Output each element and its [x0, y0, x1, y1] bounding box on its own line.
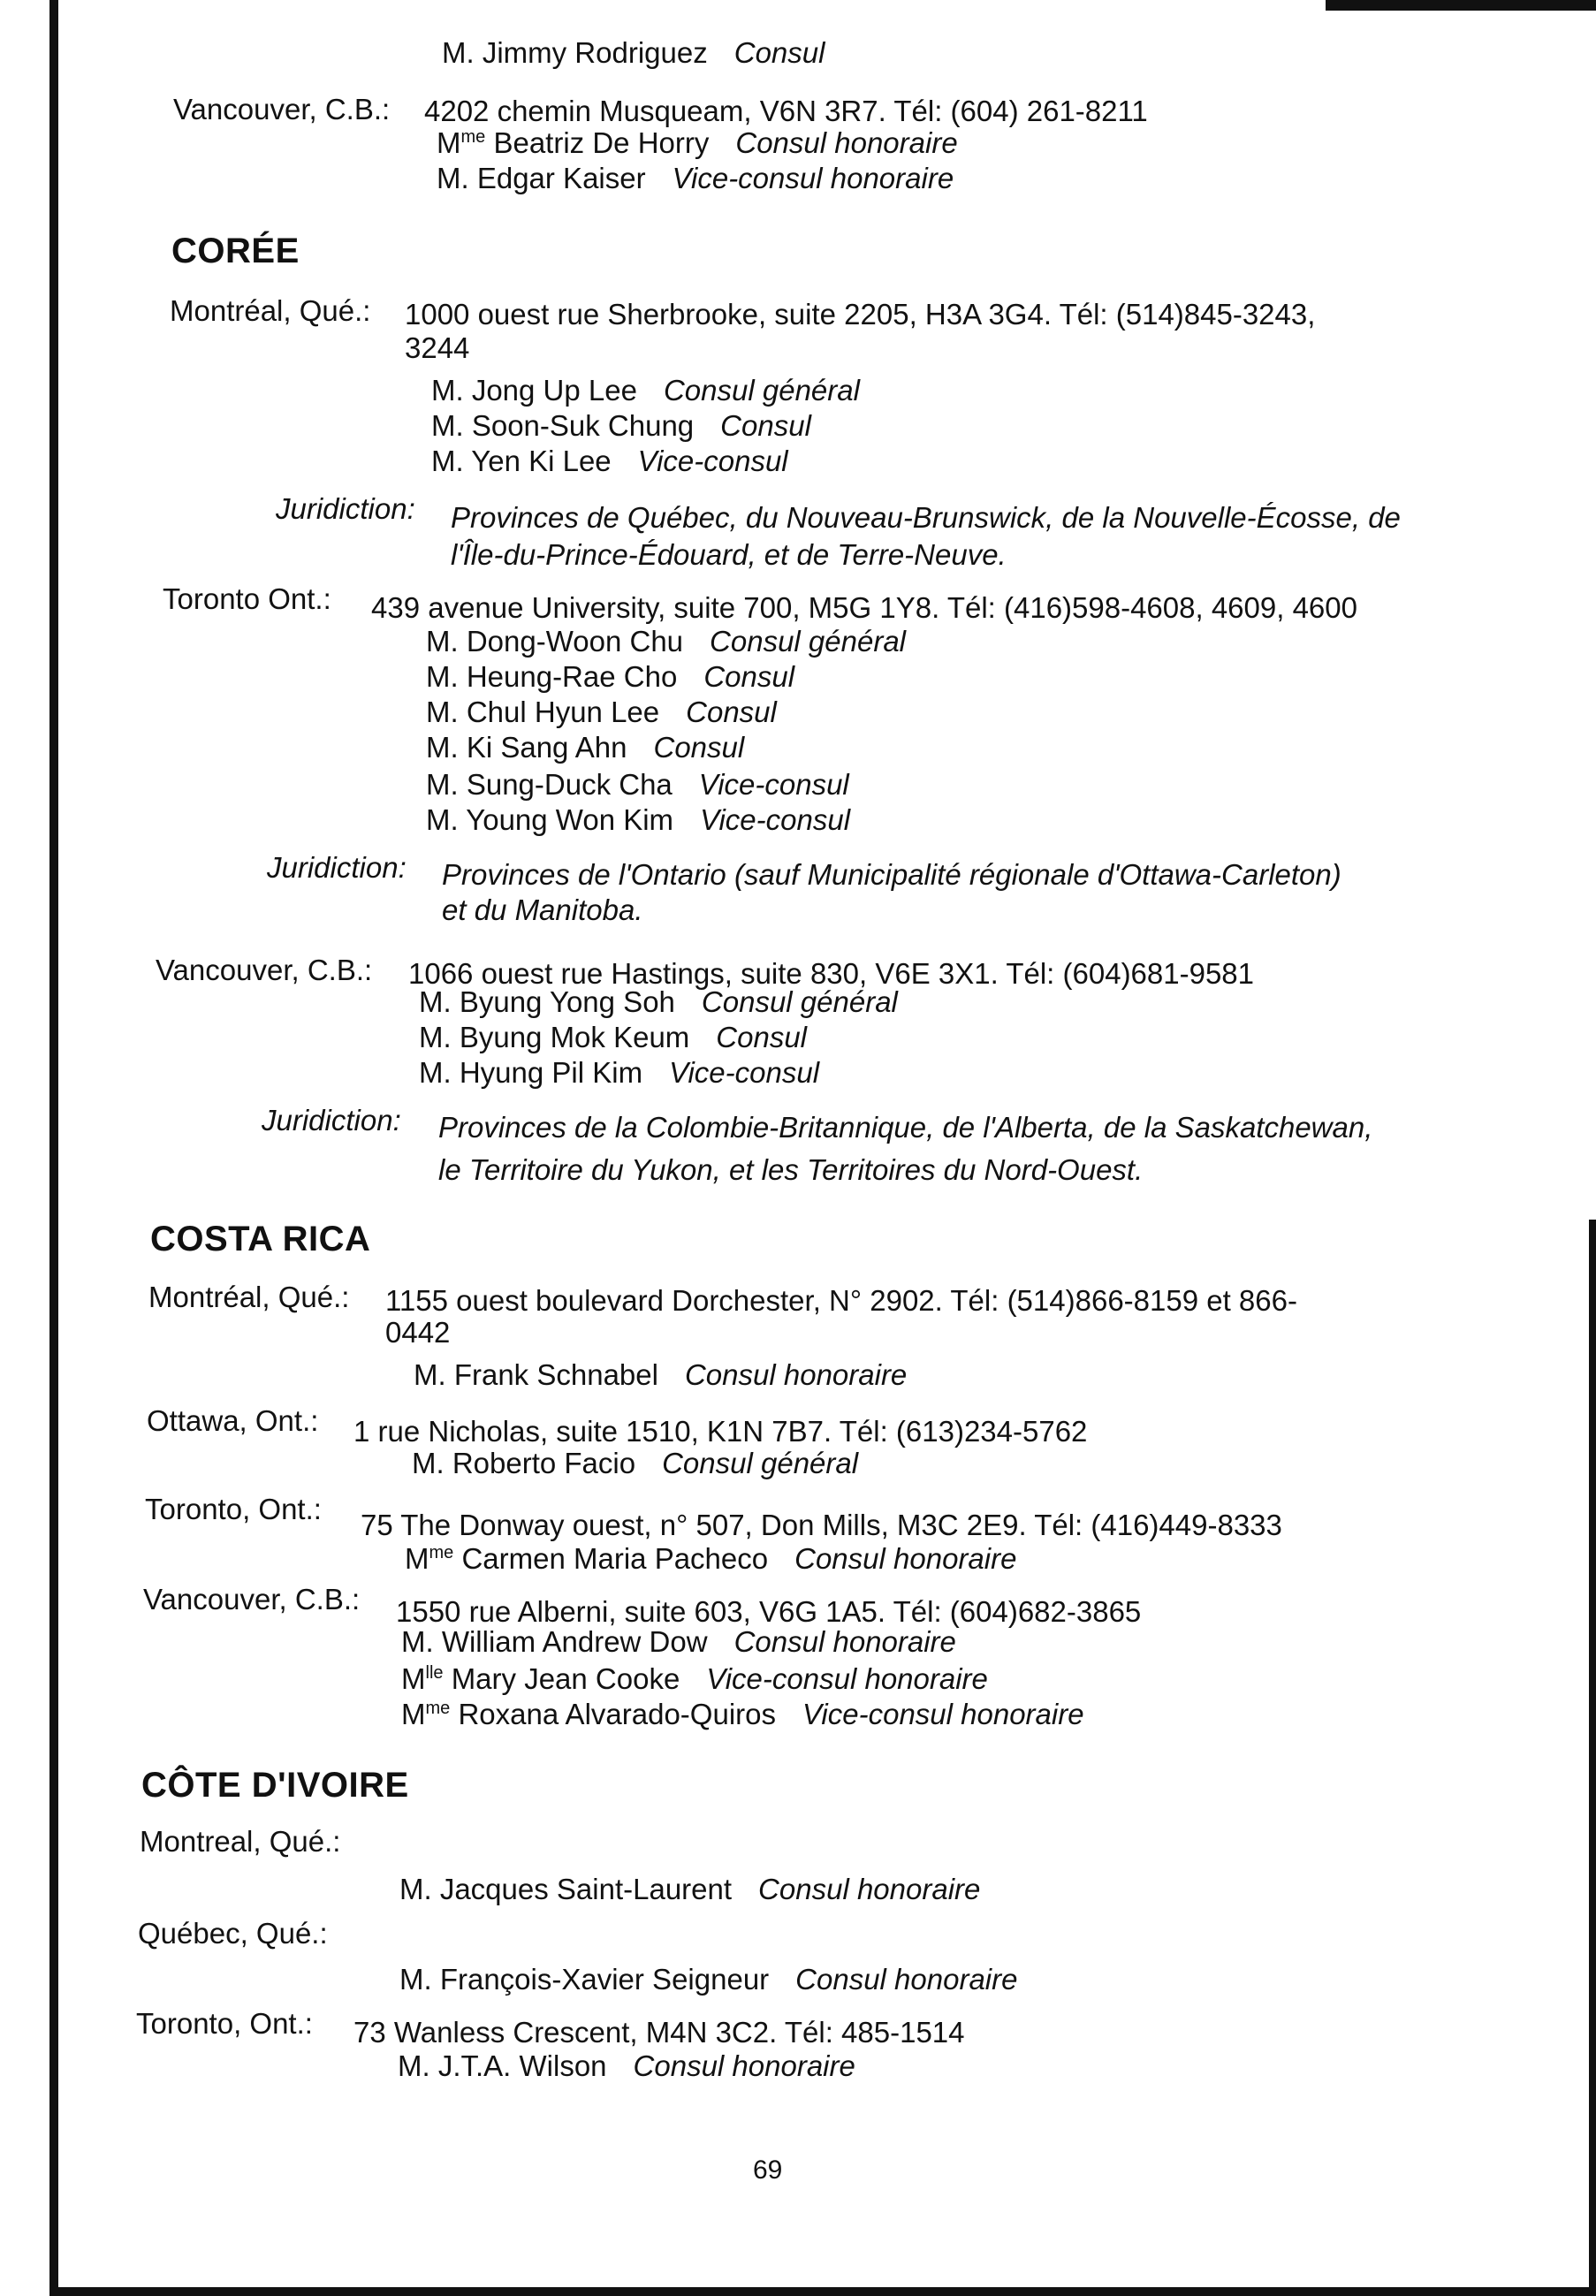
official-title: Consul général: [710, 625, 907, 658]
jurisdiction-label: Juridiction:: [267, 851, 407, 884]
official-title: Vice-consul: [700, 803, 851, 836]
office-address-line1: 1155 ouest boulevard Dorchester, N° 2902. Tél: (514)866-8159 et 866-: [385, 1284, 1297, 1317]
office-city: Toronto Ont.:: [163, 582, 331, 615]
official-name: Beatriz De Horry: [493, 126, 710, 159]
jurisdiction-line1: Provinces de Québec, du Nouveau-Brunswick, de la Nouvelle-Écosse, de: [451, 501, 1401, 534]
official-prefix-sup: me: [425, 1699, 451, 1718]
jurisdiction-label: Juridiction:: [276, 492, 415, 525]
official-title: Consul honoraire: [794, 1542, 1017, 1575]
scan-bottom-edge: [49, 2287, 1596, 2296]
official-prefix: M: [401, 1662, 426, 1695]
official-name: M. Byung Mok Keum: [419, 1021, 690, 1053]
scan-right-edge: [1589, 1220, 1596, 2296]
jurisdiction-line2: le Territoire du Yukon, et les Territoires du Nord-Ouest.: [438, 1153, 1144, 1186]
official-name: M. Jimmy Rodriguez: [442, 36, 708, 69]
office-address: 439 avenue University, suite 700, M5G 1Y8. Tél: (416)598-4608, 4609, 4600: [371, 591, 1357, 624]
official-line: [431, 408, 811, 444]
office-address-line2: 3244: [405, 331, 470, 364]
jurisdiction-line1: Provinces de l'Ontario (sauf Municipalité régionale d'Ottawa-Carleton): [442, 858, 1341, 891]
official-line: [426, 624, 906, 659]
official-title: Consul général: [662, 1447, 859, 1479]
office-address: 73 Wanless Crescent, M4N 3C2. Tél: 485-1514: [353, 2016, 965, 2049]
official-name: M. Roberto Facio: [412, 1447, 636, 1479]
official-prefix-sup: me: [429, 1543, 454, 1562]
official-title: Vice-consul: [637, 445, 788, 477]
official-name: M. Sung-Duck Cha: [426, 768, 673, 801]
official-prefix: M: [401, 1698, 426, 1730]
official-line: [405, 1541, 1016, 1577]
official-name: M. Soon-Suk Chung: [431, 409, 695, 442]
country-heading: COSTA RICA: [150, 1220, 371, 1258]
official-name: M. Hyung Pil Kim: [419, 1056, 643, 1089]
official-line: [399, 1872, 980, 1907]
official-line: [419, 1020, 807, 1055]
official-line: [426, 730, 744, 765]
office-city: Vancouver, C.B.:: [143, 1583, 361, 1616]
official-name: M. Yen Ki Lee: [431, 445, 612, 477]
official-line: [426, 767, 849, 802]
office-city: Québec, Qué.:: [138, 1917, 328, 1950]
official-line: [426, 695, 777, 730]
official-line: [398, 2049, 855, 2084]
official-title: Vice-consul: [698, 768, 849, 801]
official-title: Consul: [686, 696, 777, 728]
office-address: 1 rue Nicholas, suite 1510, K1N 7B7. Tél: (613)234-5762: [353, 1415, 1088, 1448]
official-prefix-sup: lle: [425, 1663, 444, 1683]
official-name: M. Heung-Rae Cho: [426, 660, 678, 693]
office-city: Toronto, Ont.:: [136, 2007, 313, 2040]
official-title: Vice-consul: [669, 1056, 820, 1089]
official-line: [419, 1055, 819, 1091]
official-name: M. Chul Hyun Lee: [426, 696, 660, 728]
official-line: [401, 1624, 956, 1660]
official-line: [431, 373, 860, 408]
jurisdiction-line2: l'Île-du-Prince-Édouard, et de Terre-Neuve.: [451, 538, 1007, 571]
official-title: Vice-consul honoraire: [706, 1662, 988, 1695]
official-name: M. Frank Schnabel: [414, 1358, 658, 1391]
scan-left-margin: [0, 0, 49, 2296]
jurisdiction-line1: Provinces de la Colombie-Britannique, de l'Alberta, de la Saskatchewan,: [438, 1111, 1373, 1144]
official-title: Consul: [653, 731, 745, 764]
official-title: Consul honoraire: [735, 126, 958, 159]
official-name: Roxana Alvarado-Quiros: [458, 1698, 776, 1730]
office-address-line1: 1000 ouest rue Sherbrooke, suite 2205, H3A 3G4. Tél: (514)845-3243,: [405, 298, 1316, 331]
official-title: Consul honoraire: [795, 1963, 1018, 1996]
official-title: Consul: [703, 660, 795, 693]
official-line: [437, 161, 954, 196]
official-prefix: M: [405, 1542, 429, 1575]
official-line: [431, 444, 788, 479]
jurisdiction-label: Juridiction:: [262, 1104, 401, 1137]
office-city: Montréal, Qué.:: [148, 1281, 350, 1313]
official-line: [426, 802, 850, 838]
official-line: [412, 1446, 858, 1481]
official-line: [414, 1357, 907, 1393]
official-line: [426, 659, 794, 695]
jurisdiction-line2: et du Manitoba.: [442, 893, 643, 926]
official-title: Consul: [733, 36, 825, 69]
official-name: M. Young Won Kim: [426, 803, 674, 836]
official-title: Consul honoraire: [633, 2049, 855, 2082]
official-title: Vice-consul honoraire: [672, 162, 954, 194]
office-address: 1066 ouest rue Hastings, suite 830, V6E 3X1. Tél: (604)681-9581: [408, 957, 1255, 990]
official-name: M. Ki Sang Ahn: [426, 731, 627, 764]
office-city: Montréal, Qué.:: [170, 294, 371, 327]
scan-top-edge: [1326, 0, 1596, 11]
official-title: Consul: [716, 1021, 808, 1053]
official-line: [399, 1962, 1017, 1997]
official-title: Consul général: [663, 374, 860, 407]
official-name: M. William Andrew Dow: [401, 1625, 708, 1658]
official-name: M. François-Xavier Seigneur: [399, 1963, 770, 1996]
official-name: M. Byung Yong Soh: [419, 985, 675, 1018]
official-title: Consul: [720, 409, 811, 442]
office-city: Montreal, Qué.:: [140, 1825, 341, 1858]
office-address: 1550 rue Alberni, suite 603, V6G 1A5. Tél: (604)682-3865: [396, 1595, 1142, 1628]
official-line: [401, 1661, 988, 1697]
official-name: M. Dong-Woon Chu: [426, 625, 684, 658]
official-name: Carmen Maria Pacheco: [461, 1542, 769, 1575]
office-address: 4202 chemin Musqueam, V6N 3R7. Tél: (604) 261-8211: [424, 95, 1148, 127]
country-heading: CORÉE: [171, 232, 300, 270]
official-line: [401, 1697, 1084, 1732]
official-line: [437, 125, 958, 161]
official-title: Vice-consul honoraire: [802, 1698, 1084, 1730]
official-name: M. Jong Up Lee: [431, 374, 637, 407]
official-title: Consul honoraire: [733, 1625, 956, 1658]
office-city: Ottawa, Ont.:: [147, 1404, 319, 1437]
official-title: Consul général: [701, 985, 898, 1018]
office-address-line2: 0442: [385, 1316, 451, 1349]
official-name: M. J.T.A. Wilson: [398, 2049, 607, 2082]
official-line: [442, 35, 825, 71]
office-city: Vancouver, C.B.:: [173, 93, 391, 125]
office-address: 75 The Donway ouest, n° 507, Don Mills, M3C 2E9. Tél: (416)449-8333: [361, 1509, 1282, 1541]
page-number: 69: [753, 2155, 783, 2185]
official-name: Mary Jean Cooke: [451, 1662, 680, 1695]
official-prefix: M: [437, 126, 461, 159]
official-name: M. Jacques Saint-Laurent: [399, 1873, 733, 1905]
official-title: Consul honoraire: [758, 1873, 981, 1905]
official-line: [419, 985, 898, 1020]
office-city: Vancouver, C.B.:: [156, 954, 373, 986]
official-title: Consul honoraire: [684, 1358, 908, 1391]
official-prefix-sup: me: [460, 127, 486, 147]
official-name: M. Edgar Kaiser: [437, 162, 646, 194]
country-heading: CÔTE D'IVOIRE: [141, 1766, 409, 1805]
office-city: Toronto, Ont.:: [145, 1493, 322, 1525]
